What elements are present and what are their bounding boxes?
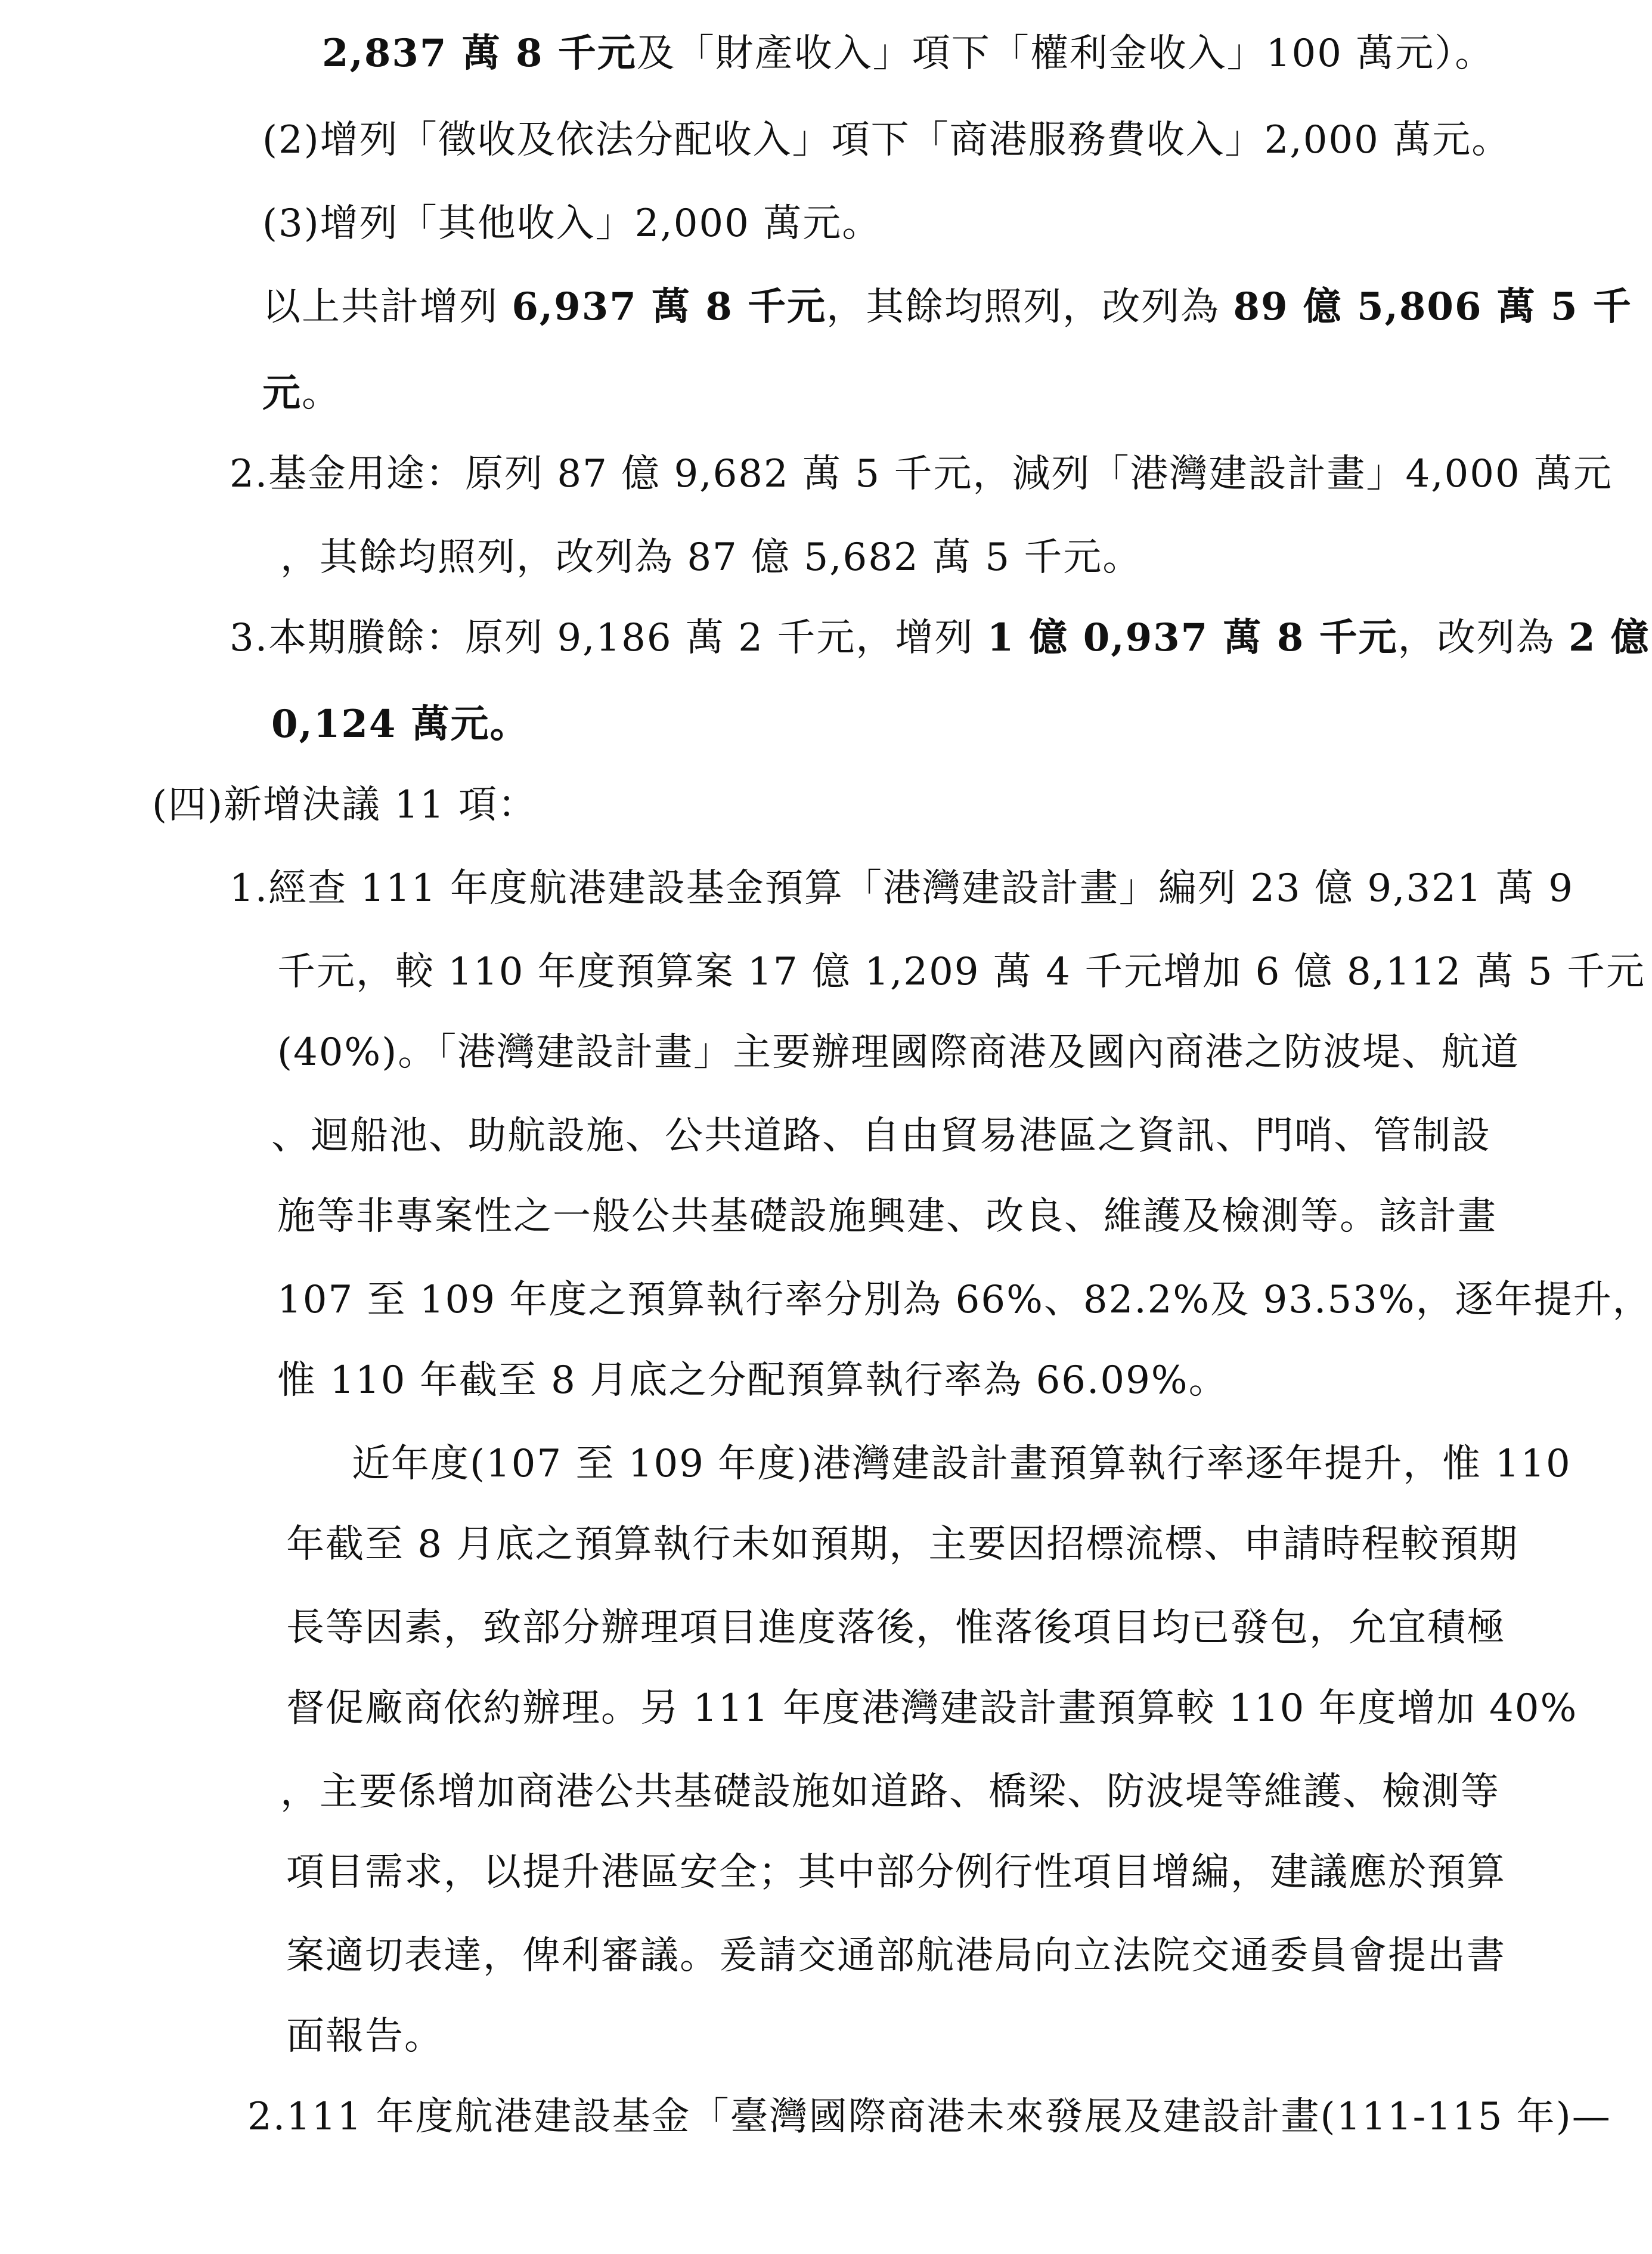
text-segment: 107 至 109 年度之預算執行率分別為 66%、82.2%及 93.53%，逐年提升， xyxy=(277,1278,1652,1322)
text-line xyxy=(230,865,1574,912)
bold-text-segment: 元 xyxy=(262,371,302,416)
text-line xyxy=(286,1849,1506,1896)
bold-text-segment: 1 億 0,937 萬 8 千元 xyxy=(987,615,1398,660)
text-line xyxy=(262,283,1632,331)
bold-text-segment: 2,837 萬 8 千元 xyxy=(322,31,637,76)
text-line xyxy=(262,116,1511,164)
text-line xyxy=(280,1768,1500,1816)
text-line xyxy=(286,1932,1506,1980)
text-line xyxy=(277,948,1645,996)
text-line xyxy=(271,1112,1491,1160)
text-segment: (四)新增決議 11 項： xyxy=(152,783,538,827)
text-segment: 以上共計增列 xyxy=(262,285,512,329)
text-segment: 、迴船池、助航設施、公共道路、自由貿易港區之資訊、門哨、管制設 xyxy=(271,1114,1491,1158)
text-segment: 案適切表達，俾利審議。爰請交通部航港局向立法院交通委員會提出書 xyxy=(286,1934,1506,1978)
text-segment: 近年度(107 至 109 年度)港灣建設計畫預算執行率逐年提升，惟 110 xyxy=(352,1442,1572,1486)
text-segment: 年截至 8 月底之預算執行未如預期，主要因招標流標、申請時程較預期 xyxy=(286,1522,1519,1566)
text-segment: (3)增列「其他收入」2,000 萬元。 xyxy=(262,202,882,246)
text-line xyxy=(277,1357,1228,1404)
text-line xyxy=(352,1440,1572,1488)
text-segment: 2.111 年度航港建設基金「臺灣國際商港未來發展及建設計畫(111-115 年)— xyxy=(247,2095,1611,2139)
bold-text-segment: 89 億 5,806 萬 5 千 xyxy=(1233,284,1632,329)
text-segment: 項目需求，以提升港區安全；其中部分例行性項目增編，建議應於預算 xyxy=(286,1850,1506,1894)
text-segment: ，其餘均照列，改列為 87 億 5,682 萬 5 千元。 xyxy=(280,535,1142,580)
text-line xyxy=(286,1604,1506,1652)
text-line xyxy=(277,1276,1652,1324)
text-line xyxy=(230,614,1650,662)
text-line xyxy=(262,200,881,247)
text-line xyxy=(280,534,1142,581)
text-line xyxy=(286,2012,444,2060)
text-line xyxy=(286,1685,1577,1732)
text-segment: ，主要係增加商港公共基礎設施如道路、橋梁、防波堤等維護、檢測等 xyxy=(280,1770,1500,1814)
bold-text-segment: 2 億 xyxy=(1568,615,1650,660)
text-line xyxy=(247,2093,1611,2141)
bold-text-segment: 6,937 萬 8 千元 xyxy=(512,284,827,329)
text-segment: 1.經查 111 年度航港建設基金預算「港灣建設計畫」編列 23 億 9,321 萬 9 xyxy=(230,866,1574,911)
text-segment: 施等非專案性之一般公共基礎設施興建、改良、維護及檢測等。該計畫 xyxy=(277,1194,1497,1239)
text-segment: 長等因素，致部分辦理項目進度落後，惟落後項目均已發包，允宜積極 xyxy=(286,1606,1506,1650)
text-segment: 2.基金用途：原列 87 億 9,682 萬 5 千元，減列「港灣建設計畫」4,000 萬元 xyxy=(230,452,1613,496)
text-line xyxy=(277,1193,1497,1240)
text-line xyxy=(322,30,1494,78)
text-segment: 惟 110 年截至 8 月底之分配預算執行率為 66.09%。 xyxy=(277,1358,1228,1402)
text-segment: 。 xyxy=(302,371,341,416)
text-segment: 及「財產收入」項下「權利金收入」100 萬元）。 xyxy=(636,32,1495,76)
text-segment: 3.本期賸餘：原列 9,186 萬 2 千元，增列 xyxy=(230,616,987,660)
bold-text-segment: 0,124 萬元。 xyxy=(271,702,529,747)
text-segment: 千元，較 110 年度預算案 17 億 1,209 萬 4 千元增加 6 億 8,112 萬 5 千元 xyxy=(277,950,1645,994)
text-segment: (40%)。「港灣建設計畫」主要辦理國際商港及國內商港之防波堤、航道 xyxy=(277,1030,1520,1075)
text-segment: (2)增列「徵收及依法分配收入」項下「商港服務費收入」2,000 萬元。 xyxy=(262,118,1511,162)
text-line xyxy=(277,1029,1520,1076)
text-segment: 面報告。 xyxy=(286,2014,444,2058)
text-line xyxy=(262,370,341,417)
text-line xyxy=(152,781,537,829)
text-segment: ，改列為 xyxy=(1397,616,1569,660)
text-segment: ，其餘均照列，改列為 xyxy=(826,285,1233,329)
text-line xyxy=(286,1521,1518,1568)
text-line xyxy=(230,450,1613,498)
text-line xyxy=(271,701,529,748)
text-segment: 督促廠商依約辦理。另 111 年度港灣建設計畫預算較 110 年度增加 40% xyxy=(286,1686,1578,1730)
